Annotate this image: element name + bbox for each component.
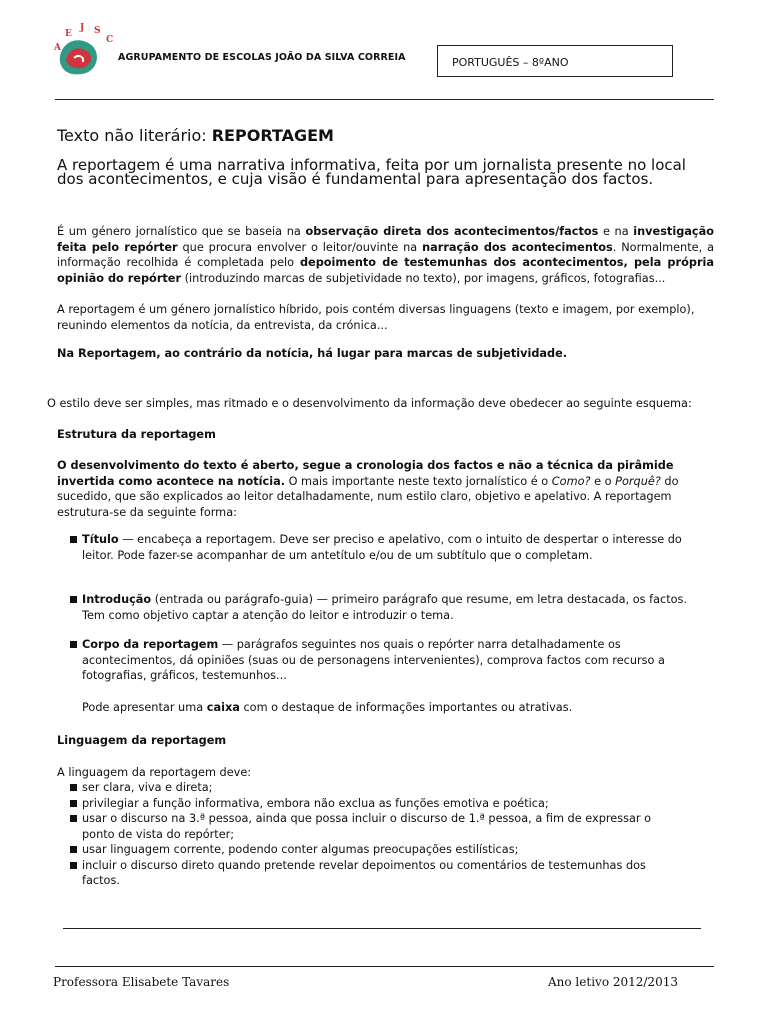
text-run: O mais importante neste texto jornalístico é o — [284, 474, 552, 488]
bullet-square-icon — [70, 815, 77, 822]
text-run: e na — [598, 225, 634, 238]
linguagem-list — [70, 780, 670, 889]
list-item: privilegiar a função informativa, embora não exclua as funções emotiva e poética; — [70, 796, 670, 812]
intro-paragraph-2: A reportagem é um género jornalístico híbrido, pois contém diversas linguagens (texto e imagem, por exemplo), reunindo elementos da notícia, da entrevista, da crónica... — [57, 303, 695, 332]
estrutura-item-introducao: Introdução (entrada ou parágrafo-guia) — primeiro parágrafo que resume, em letra destacada, os factos. Tem como objetivo captar a atenção do leitor e introduzir o tema. — [70, 592, 690, 623]
bullet-square-icon — [70, 846, 77, 853]
logo-letter-j: J — [80, 23, 85, 33]
list-item: ser clara, viva e direta; — [70, 780, 670, 796]
text-run: É um género jornalístico que se baseia na — [57, 225, 306, 238]
text-run: e o — [590, 474, 616, 488]
header-divider — [55, 99, 714, 100]
text-run: . Normalmente, a informação recolhida é completada pelo — [57, 240, 714, 269]
text-run: narração dos acontecimentos — [422, 240, 613, 254]
estrutura-heading: Estrutura da reportagem — [57, 428, 216, 441]
list-item: incluir o discurso direto quando pretende revelar depoimentos ou comentários de testemunhas dos factos. — [70, 858, 670, 889]
bullet-square-icon — [70, 536, 77, 543]
logo-letter-c: C — [106, 35, 114, 45]
list-item: usar linguagem corrente, podendo conter algumas preocupações estilísticas; — [70, 842, 670, 858]
bullet-square-icon — [70, 784, 77, 791]
list-item: usar o discurso na 3.ª pessoa, ainda que possa incluir o discurso de 1.ª pessoa, a fim de expressar o ponto de vista do repórter; — [70, 811, 670, 842]
page-title: Texto não literário: REPORTAGEM — [57, 126, 334, 145]
text-run: O desenvolvimento do texto é aberto, segue a cronologia dos factos e não a técnica da pirâmide invertida como acontece na notícia. — [57, 459, 674, 488]
logo-letter-a: A — [54, 43, 61, 53]
content-divider — [63, 928, 701, 929]
estrutura-paragraph — [57, 458, 697, 520]
estrutura-item-titulo: Título — encabeça a reportagem. Deve ser preciso e apelativo, com o intuito de despertar o interesse do leitor. Pode fazer-se acompanhar de um antetítulo e/ou de um subtítulo que o completam. — [70, 532, 690, 563]
subject-box: PORTUGUÊS – 8ºANO — [437, 45, 673, 77]
bullet-square-icon — [70, 596, 77, 603]
text-run: investigação feita pelo repórter — [57, 225, 714, 254]
style-note: O estilo deve ser simples, mas ritmado e o desenvolvimento da informação deve obedecer ao seguinte esquema: — [47, 397, 692, 410]
text-run: depoimento de testemunhas dos acontecimentos, pela própria opinião do repórter — [57, 256, 715, 285]
linguagem-intro: A linguagem da reportagem deve: — [57, 766, 252, 779]
text-run: do sucedido, que são explicados ao leitor detalhadamente, num estilo claro, objetivo e apelativo. A reportagem estrutura-se da seguinte forma: — [57, 474, 679, 519]
school-logo — [50, 20, 120, 80]
linguagem-heading: Linguagem da reportagem — [57, 734, 227, 747]
bullet-square-icon — [70, 862, 77, 869]
caixa-note: Pode apresentar uma caixa com o destaque de informações importantes ou atrativas. — [82, 701, 573, 714]
footer-teacher: Professora Elisabete Tavares — [53, 975, 230, 989]
footer-year: Ano letivo 2012/2013 — [548, 975, 678, 989]
text-run: que procura envolver o leitor/ouvinte na — [177, 240, 423, 254]
school-name: AGRUPAMENTO DE ESCOLAS JOÃO DA SILVA CORREIA — [118, 52, 406, 63]
text-run: (introduzindo marcas de subjetividade no texto), por imagens, gráficos, fotografias... — [181, 271, 666, 285]
estrutura-item-corpo: Corpo da reportagem — parágrafos seguintes nos quais o repórter narra detalhadamente os acontecimentos, dá opiniões (suas ou de personagens intervenientes), comprova factos com recurso a fotografias, gráficos, testemunhos... — [70, 637, 700, 684]
text-run: observação direta dos acontecimentos/factos — [305, 225, 599, 238]
logo-letter-s: S — [94, 26, 101, 36]
intro-paragraph-1 — [57, 224, 714, 286]
subjectivity-note: Na Reportagem, ao contrário da notícia, há lugar para marcas de subjetividade. — [57, 347, 568, 360]
text-run: Porquê? — [615, 474, 661, 488]
bullet-square-icon — [70, 800, 77, 807]
text-run: Como? — [551, 474, 591, 488]
lead-paragraph: A reportagem é uma narrativa informativa, feita por um jornalista presente no local dos acontecimentos, e cuja visão é fundamental para apresentação dos factos. — [57, 156, 686, 188]
logo-letter-e: E — [65, 29, 72, 39]
footer-divider — [55, 966, 714, 967]
bullet-square-icon — [70, 641, 77, 648]
